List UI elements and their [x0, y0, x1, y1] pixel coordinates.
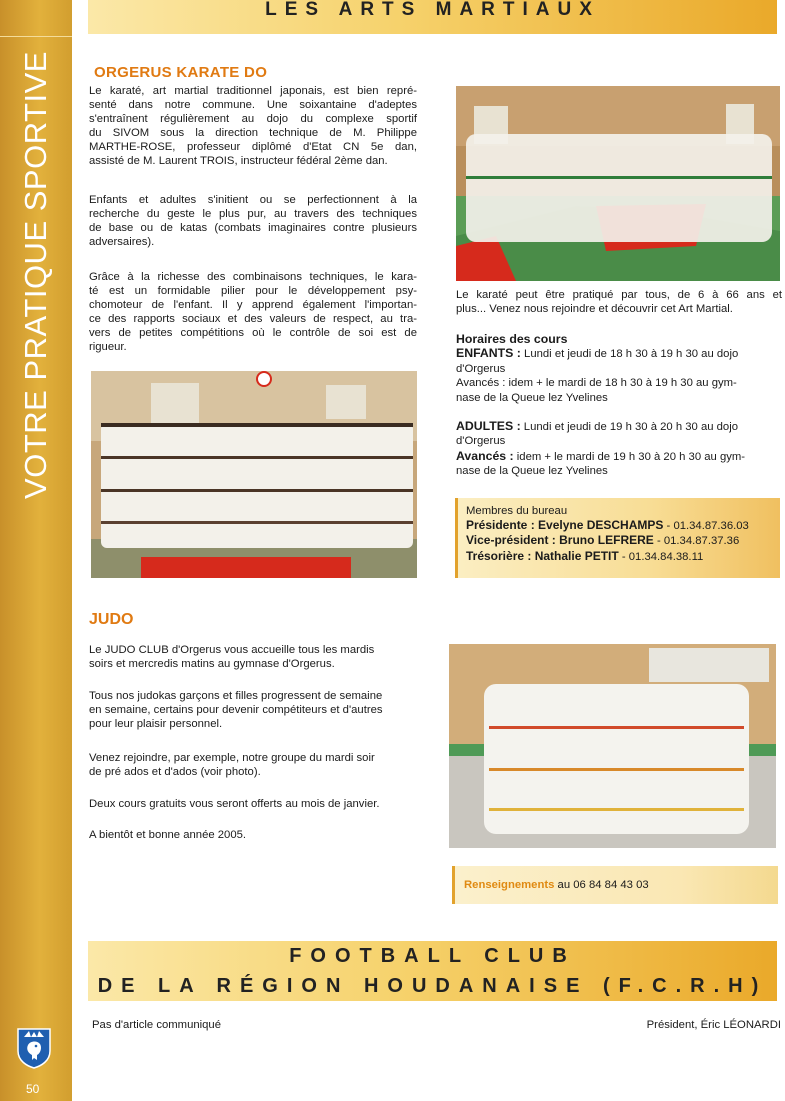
text-line: recherche du geste le plus pur, au travers des techniques [89, 208, 417, 220]
text-line: du SIVOM sous la direction technique de M. Philippe [89, 127, 417, 139]
schedule-title: Horaires des cours [456, 332, 568, 346]
text-line: de pré ados et d'ados (voir photo). [89, 766, 261, 778]
schedule-adults-row [456, 419, 782, 434]
judo-heading: JUDO [89, 611, 134, 628]
section-banner-football [88, 941, 777, 1001]
adults-line: Lundi et jeudi de 19 h 30 à 20 h 30 au dojo [520, 421, 739, 434]
text-line: de base ou de katas (combats imaginaires contre plusieurs [89, 222, 417, 234]
judo-paragraph-1 [89, 643, 419, 671]
board-phone: - 01.34.87.36.03 [663, 520, 749, 533]
text-line: soirs et mercredis matins au gymnase d'Orgerus. [89, 658, 335, 670]
text-line: Le karaté peut être pratiqué par tous, de 6 à 66 ans et [456, 289, 782, 301]
board-row [466, 533, 776, 548]
banner-line-2: DE LA RÉGION HOUDANAISE (F.C.R.H) [97, 975, 768, 997]
info-phone: au 06 84 84 43 03 [554, 879, 649, 891]
text-line: chomoteur de l'enfant. Il y apprend également l'importan- [89, 299, 417, 311]
text-line: Tous nos judokas garçons et filles progressent de semaine [89, 690, 383, 702]
text-line: Grâce à la richesse des combinaisons techniques, le kara- [89, 271, 417, 283]
children-line: Lundi et jeudi de 18 h 30 à 19 h 30 au dojo [520, 348, 739, 361]
karate-heading: ORGERUS KARATE DO [94, 64, 268, 81]
text-line: pour leur plaisir personnel. [89, 718, 223, 730]
board-members-list [466, 504, 776, 564]
text-line: Avancés : idem + le mardi de 18 h 30 à 19 h 30 au gym- [456, 377, 737, 390]
schedule-children-row [456, 346, 782, 361]
text-line: adversaires). [89, 236, 155, 248]
text-line: ce des rapports sociaux et des valeurs de respect, au tra- [89, 313, 417, 325]
text-line: té est un formidable pilier pour le développement psy- [89, 285, 417, 297]
board-role: Vice-président : Bruno LEFRERE [466, 533, 654, 548]
text-line: Enfants et adultes s'initient ou se perfectionnent à la [89, 194, 417, 206]
board-row [466, 549, 776, 564]
karate-schedule [456, 332, 782, 479]
football-president-text: Président, Éric LÉONARDI [646, 1019, 781, 1031]
text-line: Le JUDO CLUB d'Orgerus vous accueille tous les mardis [89, 644, 375, 656]
text-line: rigueur. [89, 341, 127, 353]
judo-paragraph-5: A bientôt et bonne année 2005. [89, 829, 247, 841]
board-phone: - 01.34.87.37.36 [653, 535, 740, 548]
text-line: Le karaté, art martial traditionnel japonais, est bien repré- [89, 85, 417, 97]
text-line: nase de la Queue lez Yvelines [456, 465, 608, 478]
board-role: Trésorière : Nathalie PETIT [466, 548, 619, 563]
text-line: vers de petites compétitions où le contrôle de soi est de [89, 327, 417, 339]
sidebar-rule [0, 36, 72, 37]
children-label: ENFANTS : [456, 346, 521, 361]
info-label: Renseignements [464, 879, 555, 891]
karate-paragraph-2 [89, 193, 417, 249]
text-line: d'Orgerus [456, 362, 506, 375]
text-line: plus... Venez nous rejoindre et découvrir cet Art Martial. [456, 303, 733, 315]
karate-paragraph-1 [89, 84, 417, 168]
banner-title: LES ARTS MARTIAUX [265, 0, 600, 20]
town-crest-icon [17, 1027, 51, 1069]
text-line: en semaine, certains pour devenir compétiteurs et d'autres [89, 704, 383, 716]
banner-line-1: FOOTBALL CLUB [289, 945, 576, 967]
judo-group-photo [449, 644, 776, 848]
board-members-box [455, 498, 780, 578]
text-line: s'entraînent régulièrement au dojo du complexe sportif [89, 113, 417, 125]
judo-paragraph-4: Deux cours gratuits vous seront offerts au mois de janvier. [89, 798, 380, 810]
text-line: assisté de M. Laurent TROIS, instructeur fédéral 2ème dan. [89, 155, 388, 167]
board-row [466, 518, 776, 533]
karate-photo-caption [456, 288, 782, 316]
football-no-article-text: Pas d'article communiqué [92, 1019, 221, 1031]
board-phone: - 01.34.84.38.11 [618, 550, 704, 563]
text-line: senté dans notre commune. Une soixantaine d'adeptes [89, 99, 417, 111]
text-line: Venez rejoindre, par exemple, notre groupe du mardi soir [89, 752, 375, 764]
adults-label: ADULTES : [456, 419, 521, 434]
text-line: d'Orgerus [456, 435, 506, 448]
text-line: nase de la Queue lez Yvelines [456, 391, 608, 404]
schedule-advanced-row [456, 449, 782, 464]
karate-group-photo [91, 371, 417, 578]
karate-training-photo [456, 86, 780, 281]
sidebar [0, 0, 72, 1101]
section-banner-martial-arts [88, 0, 777, 34]
sidebar-title: VOTRE PRATIQUE SPORTIVE [18, 51, 53, 499]
judo-paragraph-3 [89, 751, 419, 779]
advanced-line: idem + le mardi de 19 h 30 à 20 h 30 au gym- [513, 450, 746, 463]
board-title: Membres du bureau [466, 505, 568, 517]
judo-paragraph-2 [89, 689, 419, 731]
advanced-label: Avancés : [456, 448, 514, 463]
info-box [452, 866, 778, 904]
page-number: 50 [26, 1082, 40, 1096]
info-line [464, 878, 774, 892]
karate-paragraph-3 [89, 270, 417, 354]
text-line: MARTHE-ROSE, professeur diplômé d'Etat CN 5e dan, [89, 141, 417, 153]
board-role: Présidente : Evelyne DESCHAMPS [466, 518, 664, 533]
